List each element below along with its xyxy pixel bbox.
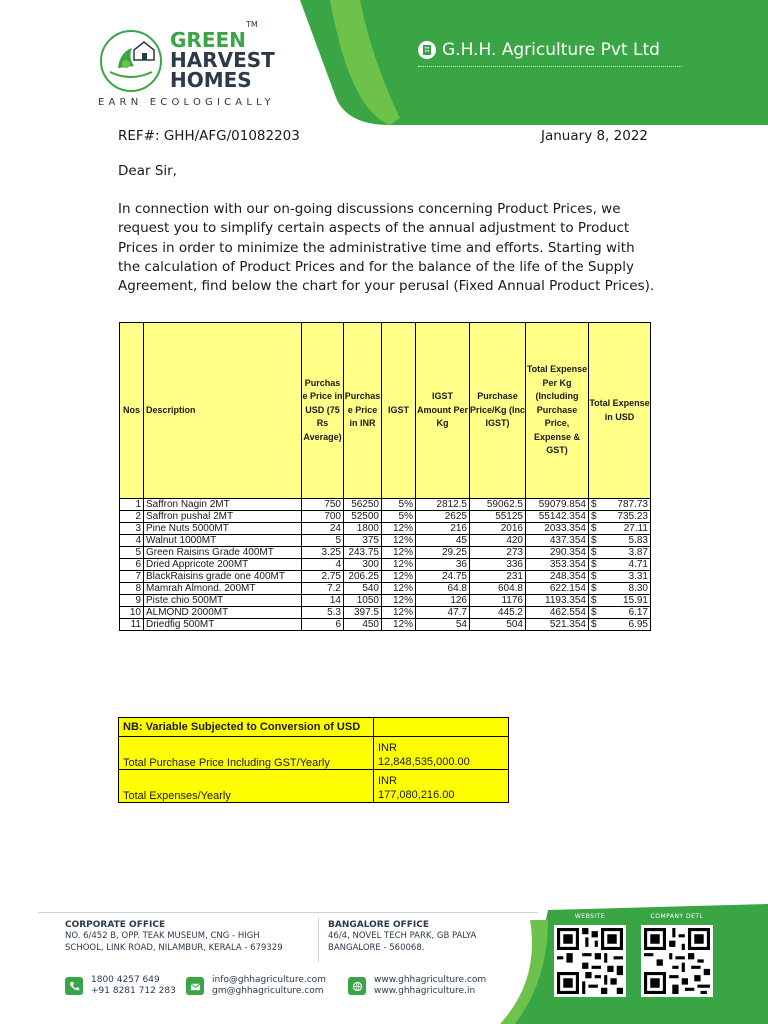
cell-price-inr: 52500: [344, 511, 382, 523]
header-total-usd: Total Expense in USD: [589, 323, 651, 499]
logo-word-harvest: HARVEST: [170, 48, 275, 72]
company-name-block: [418, 40, 660, 60]
table-header-row: [120, 323, 651, 499]
phone-primary[interactable]: 1800 4257 649: [91, 975, 160, 985]
bangalore-office-block: [328, 920, 528, 954]
cell-price-usd: 5.3: [302, 607, 344, 619]
cell-total-usd: [589, 523, 651, 535]
salutation: Dear Sir,: [118, 163, 177, 179]
cell-nos: 5: [120, 547, 144, 559]
header-nos: Nos: [120, 323, 144, 499]
corporate-office-address-line2: SCHOOL, LINK ROAD, NILAMBUR, KERALA - 679329: [65, 943, 283, 953]
nb-empty-cell: [374, 718, 509, 737]
trademark-symbol: TM: [246, 20, 258, 29]
cell-igst: 12%: [382, 583, 416, 595]
cell-price-per-kg: 2016: [470, 523, 526, 535]
email-info[interactable]: info@ghhagriculture.com: [212, 975, 326, 985]
cell-nos: 7: [120, 571, 144, 583]
cell-total-per-kg: 55142.354: [526, 511, 589, 523]
cell-price-inr: 1800: [344, 523, 382, 535]
cell-igst-amount: 36: [416, 559, 470, 571]
total-usd-value: 4.71: [628, 559, 648, 570]
cell-price-usd: 6: [302, 619, 344, 631]
nb-expense-value: 177,080,216.00: [378, 789, 455, 801]
cell-price-inr: 243.75: [344, 547, 382, 559]
nb-summary-table: [118, 717, 509, 803]
globe-icon: [348, 977, 366, 995]
total-usd-value: 27.11: [623, 523, 648, 534]
cell-total-usd: [589, 547, 651, 559]
currency-symbol: $: [591, 559, 597, 570]
cell-igst: 5%: [382, 499, 416, 511]
total-usd-value: 15.91: [622, 595, 648, 606]
currency-symbol: $: [591, 547, 597, 558]
cell-igst-amount: 126: [416, 595, 470, 607]
table-row: [120, 619, 651, 631]
cell-price-per-kg: 336: [470, 559, 526, 571]
table-row: [120, 535, 651, 547]
cell-price-inr: 300: [344, 559, 382, 571]
phone-contact: [65, 975, 176, 997]
green-harvest-emblem-icon: [98, 28, 164, 94]
cell-total-per-kg: 353.354: [526, 559, 589, 571]
building-icon: [418, 41, 436, 59]
cell-igst: 12%: [382, 595, 416, 607]
table-row: [120, 511, 651, 523]
cell-price-usd: 24: [302, 523, 344, 535]
total-usd-value: 6.95: [628, 619, 648, 630]
cell-price-per-kg: 445.2: [470, 607, 526, 619]
cell-total-per-kg: 2033.354: [526, 523, 589, 535]
cell-nos: 6: [120, 559, 144, 571]
cell-price-per-kg: 1176: [470, 595, 526, 607]
header-igst: IGST: [382, 323, 416, 499]
body-paragraph: In connection with our on-going discussions concerning Product Prices, we request you to simplify certain aspects of the annual adjustment to Product Prices in order to minimize the administrative time and efforts. Starting with the calculation of Product Prices and for the balance of the life of the Supply Agreement, find below the chart for your perusal (Fixed Annual Product Prices).: [118, 201, 655, 295]
total-usd-value: 3.31: [628, 571, 648, 582]
cell-price-usd: 700: [302, 511, 344, 523]
total-usd-value: 735.23: [617, 511, 648, 522]
phone-numbers: [91, 975, 176, 997]
table-row: [120, 571, 651, 583]
logo-word-homes: HOMES: [170, 68, 252, 92]
website-qr-code-icon[interactable]: [554, 925, 626, 997]
cell-description: Saffron pushal 2MT: [144, 511, 302, 523]
nb-purchase-row: [119, 737, 509, 770]
cell-total-usd: [589, 595, 651, 607]
currency-symbol: $: [591, 535, 597, 546]
cell-total-per-kg: 1193.354: [526, 595, 589, 607]
email-contact: [186, 975, 326, 997]
cell-description: Pine Nuts 5000MT: [144, 523, 302, 535]
cell-igst: 12%: [382, 523, 416, 535]
cell-igst: 12%: [382, 535, 416, 547]
nb-purchase-value: 12,848,535,000.00: [378, 756, 470, 768]
nb-title: NB: Variable Subjected to Conversion of USD: [119, 718, 374, 737]
cell-igst-amount: 45: [416, 535, 470, 547]
nb-purchase-currency: INR: [378, 742, 397, 754]
cell-description: Mamrah Almond. 200MT: [144, 583, 302, 595]
cell-igst-amount: 2812.5: [416, 499, 470, 511]
cell-nos: 11: [120, 619, 144, 631]
cell-description: Green Raisins Grade 400MT: [144, 547, 302, 559]
cell-igst: 5%: [382, 511, 416, 523]
cell-total-usd: [589, 607, 651, 619]
table-row: [120, 583, 651, 595]
table-row: [120, 547, 651, 559]
phone-icon: [65, 977, 83, 995]
website-com[interactable]: www.ghhagriculture.com: [374, 975, 487, 985]
cell-price-usd: 2.75: [302, 571, 344, 583]
total-usd-value: 6.17: [628, 607, 648, 618]
cell-total-usd: [589, 571, 651, 583]
cell-price-inr: 375: [344, 535, 382, 547]
cell-price-per-kg: 55125: [470, 511, 526, 523]
cell-price-per-kg: 59062.5: [470, 499, 526, 511]
table-body: [120, 499, 651, 631]
cell-description: Piste chio 500MT: [144, 595, 302, 607]
cell-price-inr: 540: [344, 583, 382, 595]
cell-igst-amount: 47.7: [416, 607, 470, 619]
cell-igst-amount: 54: [416, 619, 470, 631]
cell-total-per-kg: 437.354: [526, 535, 589, 547]
header-price-per-kg: Purchase Price/Kg (Inc IGST): [470, 323, 526, 499]
table-row: [120, 559, 651, 571]
total-usd-value: 787.73: [617, 499, 648, 510]
cell-description: Walnut 1000MT: [144, 535, 302, 547]
cell-igst: 12%: [382, 547, 416, 559]
email-addresses: [212, 975, 326, 997]
company-details-qr-code-icon[interactable]: [641, 925, 713, 997]
cell-igst: 12%: [382, 571, 416, 583]
company-logo: [98, 20, 308, 115]
nb-title-row: [119, 718, 509, 737]
currency-symbol: $: [591, 619, 597, 630]
cell-igst-amount: 64.8: [416, 583, 470, 595]
cell-price-inr: 397.5: [344, 607, 382, 619]
cell-total-usd: [589, 559, 651, 571]
currency-symbol: $: [591, 595, 597, 606]
cell-price-inr: 206.25: [344, 571, 382, 583]
cell-igst-amount: 216: [416, 523, 470, 535]
cell-igst: 12%: [382, 619, 416, 631]
nb-purchase-label: Total Purchase Price Including GST/Yearly: [119, 737, 374, 770]
cell-price-usd: 3.25: [302, 547, 344, 559]
cell-total-per-kg: 462.554: [526, 607, 589, 619]
cell-price-usd: 750: [302, 499, 344, 511]
cell-price-per-kg: 504: [470, 619, 526, 631]
mail-icon: [186, 977, 204, 995]
cell-nos: 3: [120, 523, 144, 535]
cell-price-usd: 7.2: [302, 583, 344, 595]
total-usd-value: 5.83: [628, 535, 648, 546]
currency-symbol: $: [591, 571, 597, 582]
cell-total-per-kg: 59079.854: [526, 499, 589, 511]
cell-total-per-kg: 290.354: [526, 547, 589, 559]
cell-total-per-kg: 622.154: [526, 583, 589, 595]
company-name: G.H.H. Agriculture Pvt Ltd: [442, 40, 660, 60]
header-description: Description: [144, 323, 302, 499]
cell-igst-amount: 2625: [416, 511, 470, 523]
cell-price-inr: 56250: [344, 499, 382, 511]
cell-price-usd: 14: [302, 595, 344, 607]
cell-description: ALMOND 2000MT: [144, 607, 302, 619]
letterhead-header: [0, 0, 768, 125]
table-row: [120, 595, 651, 607]
cell-nos: 2: [120, 511, 144, 523]
nb-purchase-value-cell: [374, 737, 509, 770]
reference-number: REF#: GHH/AFG/01082203: [118, 128, 300, 144]
email-gm[interactable]: gm@ghhagriculture.com: [212, 986, 324, 996]
logo-word-green: GREEN: [170, 28, 246, 52]
cell-total-usd: [589, 511, 651, 523]
cell-description: Dried Appricote 200MT: [144, 559, 302, 571]
cell-description: Driedfig 500MT: [144, 619, 302, 631]
total-usd-value: 3.87: [628, 547, 648, 558]
currency-symbol: $: [591, 583, 597, 594]
table-row: [120, 523, 651, 535]
cell-total-usd: [589, 619, 651, 631]
cell-price-per-kg: 420: [470, 535, 526, 547]
footer-divider: [38, 912, 538, 913]
header-total-per-kg: Total Expense Per Kg (Including Purchase Price, Expense & GST): [526, 323, 589, 499]
cell-total-usd: [589, 535, 651, 547]
phone-secondary[interactable]: +91 8281 712 283: [91, 986, 176, 996]
cell-price-per-kg: 273: [470, 547, 526, 559]
cell-total-per-kg: 521.354: [526, 619, 589, 631]
table-row: [120, 607, 651, 619]
product-price-table: [119, 322, 651, 631]
bangalore-office-address-line1: 46/4, NOVEL TECH PARK, GB PALYA: [328, 931, 477, 941]
cell-total-usd: [589, 583, 651, 595]
cell-igst: 12%: [382, 559, 416, 571]
corporate-office-address-line1: NO. 6/452 B, OPP. TEAK MUSEUM, CNG - HIGH: [65, 931, 260, 941]
currency-symbol: $: [591, 499, 597, 510]
bangalore-office-title: BANGALORE OFFICE: [328, 920, 430, 930]
cell-price-inr: 450: [344, 619, 382, 631]
cell-igst-amount: 24.75: [416, 571, 470, 583]
cell-nos: 1: [120, 499, 144, 511]
cell-price-per-kg: 231: [470, 571, 526, 583]
cell-nos: 10: [120, 607, 144, 619]
cell-nos: 4: [120, 535, 144, 547]
company-underline: [418, 66, 682, 67]
qr-company-label: COMPANY DETL: [650, 913, 704, 920]
table-row: [120, 499, 651, 511]
cell-igst-amount: 29.25: [416, 547, 470, 559]
header-igst-amount: IGST Amount Per Kg: [416, 323, 470, 499]
cell-price-inr: 1050: [344, 595, 382, 607]
currency-symbol: $: [591, 607, 597, 618]
cell-total-per-kg: 248.354: [526, 571, 589, 583]
cell-description: Saffron Nagin 2MT: [144, 499, 302, 511]
qr-pattern-company: [644, 928, 710, 994]
cell-total-usd: [589, 499, 651, 511]
cell-nos: 9: [120, 595, 144, 607]
nb-expense-label: Total Expenses/Yearly: [119, 770, 374, 803]
cell-igst: 12%: [382, 607, 416, 619]
bangalore-office-address-line2: BANGALORE - 560068.: [328, 943, 425, 953]
corporate-office-block: [65, 920, 325, 954]
corporate-office-title: CORPORATE OFFICE: [65, 920, 166, 930]
cell-nos: 8: [120, 583, 144, 595]
header-price-usd: Purchas e Price in USD (75 Rs Average): [302, 323, 344, 499]
header-price-inr: Purchas e Price in INR: [344, 323, 382, 499]
cell-price-per-kg: 604.8: [470, 583, 526, 595]
website-in[interactable]: www.ghhagriculture.in: [374, 986, 476, 996]
qr-website-label: WEBSITE: [574, 913, 606, 920]
currency-symbol: $: [591, 511, 597, 522]
logo-tagline: EARN ECOLOGICALLY: [98, 97, 275, 108]
total-usd-value: 8.30: [628, 583, 648, 594]
footer-vertical-divider: [318, 918, 319, 962]
website-contact: [348, 975, 486, 997]
nb-expense-row: [119, 770, 509, 803]
cell-price-usd: 5: [302, 535, 344, 547]
nb-expense-currency: INR: [378, 775, 397, 787]
cell-price-usd: 4: [302, 559, 344, 571]
website-urls: [374, 975, 486, 997]
currency-symbol: $: [591, 523, 597, 534]
nb-expense-value-cell: [374, 770, 509, 803]
cell-description: BlackRaisins grade one 400MT: [144, 571, 302, 583]
logo-wordmark: [170, 30, 275, 90]
qr-pattern: [557, 928, 623, 994]
letter-date: January 8, 2022: [541, 128, 648, 144]
